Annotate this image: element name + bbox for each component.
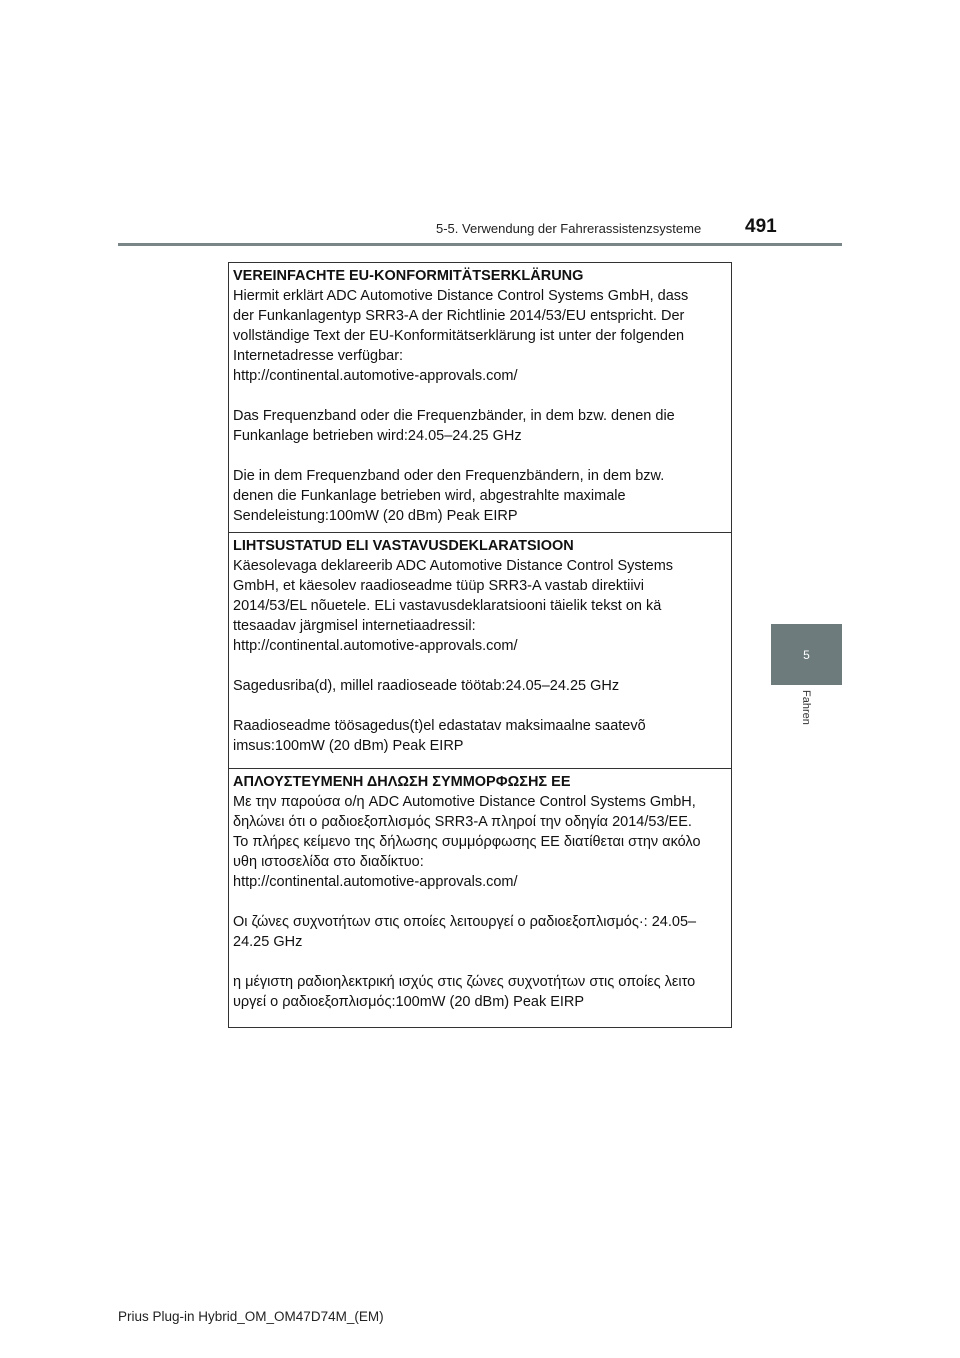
- power-line: Sendeleistung:100mW (20 dBm) Peak EIRP: [233, 508, 518, 524]
- frequency-line: Das Frequenzband oder die Frequenzbänder, in dem bzw. denen die: [233, 408, 675, 424]
- statement-line: vollständige Text der EU-Konformitätserklärung ist unter der folgenden: [233, 328, 685, 344]
- header-divider: [118, 243, 842, 246]
- power-line: η μέγιστη ραδιοηλεκτρική ισχύς στις ζώνες συχνοτήτων στις οποίες λειτο: [233, 974, 696, 990]
- power-line: υργεί ο ραδιοεξοπλισμός:100mW (20 dBm) Peak EIRP: [233, 994, 585, 1010]
- approval-url: http://continental.automotive-approvals.com/: [233, 368, 518, 384]
- statement-line: Το πλήρες κείμενο της δήλωσης συμμόρφωσης ΕΕ διατίθεται στην ακόλο: [233, 834, 701, 850]
- power-line: imsus:100mW (20 dBm) Peak EIRP: [233, 738, 464, 754]
- statement-line: Με την παρούσα ο/η ADC Automotive Distance Control Systems GmbH,: [233, 794, 696, 810]
- statement-line: der Funkanlagentyp SRR3-A der Richtlinie 2014/53/EU entspricht. Der: [233, 308, 685, 324]
- frequency-line: Funkanlage betrieben wird:24.05–24.25 GHz: [233, 428, 522, 444]
- approval-url: http://continental.automotive-approvals.com/: [233, 874, 518, 890]
- page-number: 491: [745, 216, 777, 237]
- declaration-el: [229, 769, 731, 1027]
- statement-line: υθη ιστοσελίδα στο διαδίκτυο:: [233, 854, 424, 870]
- declaration-table: [228, 262, 732, 1028]
- section-title: ΑΠΛΟΥΣΤΕΥΜΕΝΗ ΔΗΛΩΣΗ ΣΥΜΜΟΡΦΩΣΗΣ ΕΕ: [233, 774, 571, 790]
- document-footer: Prius Plug-in Hybrid_OM_OM47D74M_(EM): [118, 1309, 384, 1324]
- chapter-label: Fahren: [800, 690, 812, 725]
- declaration-de: [229, 263, 731, 533]
- frequency-line: Οι ζώνες συχνοτήτων στις οποίες λειτουργεί ο ραδιοεξοπλισμός·: 24.05–: [233, 914, 697, 930]
- statement-line: Hiermit erklärt ADC Automotive Distance Control Systems GmbH, dass: [233, 288, 689, 304]
- frequency-line: 24.25 GHz: [233, 934, 303, 950]
- section-title: LIHTSUSTATUD ELI VASTAVUSDEKLARATSIOON: [233, 538, 574, 554]
- power-line: Raadioseadme töösagedus(t)el edastatav maksimaalne saatevõ: [233, 718, 646, 734]
- power-line: denen die Funkanlage betrieben wird, abgestrahlte maximale: [233, 488, 626, 504]
- section-title: VEREINFACHTE EU-KONFORMITÄTSERKLÄRUNG: [233, 268, 584, 284]
- approval-url: http://continental.automotive-approvals.com/: [233, 638, 518, 654]
- frequency-line: Sagedusriba(d), millel raadioseade töötab:24.05–24.25 GHz: [233, 678, 620, 694]
- statement-line: ttesaadav järgmisel internetiaadressil:: [233, 618, 476, 634]
- declaration-et: [229, 533, 731, 769]
- statement-line: Internetadresse verfügbar:: [233, 348, 404, 364]
- statement-line: 2014/53/EL nõuetele. ELi vastavusdeklaratsiooni täielik tekst on kä: [233, 598, 662, 614]
- statement-line: GmbH, et käesolev raadioseadme tüüp SRR3-A vastab direktiivi: [233, 578, 645, 594]
- statement-line: Käesolevaga deklareerib ADC Automotive Distance Control Systems: [233, 558, 674, 574]
- running-header: 5-5. Verwendung der Fahrerassistenzsysteme: [436, 221, 702, 236]
- power-line: Die in dem Frequenzband oder den Frequenzbändern, in dem bzw.: [233, 468, 665, 484]
- chapter-tab: 5: [771, 624, 842, 685]
- statement-line: δηλώνει ότι ο ραδιοεξοπλισμός SRR3-A πληροί την οδηγία 2014/53/EE.: [233, 814, 692, 830]
